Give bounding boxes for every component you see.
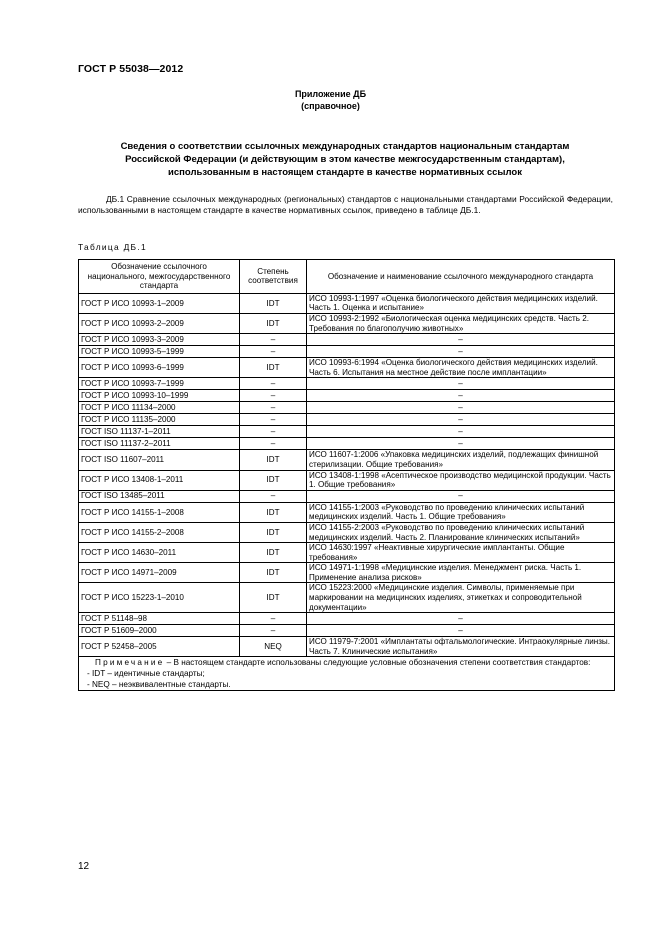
header-international: Обозначение и наименование ссылочного международного стандарта: [307, 260, 615, 294]
cell-international: ИСО 10993-1:1997 «Оценка биологического действия медицинских изделий. Часть 1. Оценка и испытание»: [307, 293, 615, 313]
cell-degree: NEQ: [240, 637, 307, 657]
cell-standard: ГОСТ Р ИСО 10993-1–2009: [79, 293, 240, 313]
cell-standard: ГОСТ Р ИСО 13408-1–2011: [79, 470, 240, 490]
cell-standard: ГОСТ Р ИСО 10993-3–2009: [79, 334, 240, 346]
cell-international: –: [307, 426, 615, 438]
table-row: [79, 450, 615, 470]
cell-standard: ГОСТ Р ИСО 10993-7–1999: [79, 378, 240, 390]
heading-line: использованным в настоящем стандарте в качестве нормативных ссылок: [168, 167, 522, 178]
cell-international: –: [307, 346, 615, 358]
cell-international: ИСО 14630:1997 «Неактивные хирургические имплантанты. Общие требования»: [307, 543, 615, 563]
cell-degree: –: [240, 334, 307, 346]
note-item: - NEQ – неэквивалентные стандарты.: [87, 680, 231, 690]
table-row: [79, 402, 615, 414]
cell-degree: IDT: [240, 358, 307, 378]
cell-standard: ГОСТ Р ИСО 10993-2–2009: [79, 313, 240, 333]
cell-degree: –: [240, 490, 307, 502]
table-row: [79, 358, 615, 378]
cell-international: –: [307, 490, 615, 502]
cell-standard: ГОСТ Р 51148–98: [79, 613, 240, 625]
cell-international: –: [307, 402, 615, 414]
cell-international: ИСО 10993-2:1992 «Биологическая оценка медицинских средств. Часть 2. Требования по благополучию животных»: [307, 313, 615, 333]
cell-degree: IDT: [240, 583, 307, 613]
cell-standard: ГОСТ Р ИСО 10993-5–1999: [79, 346, 240, 358]
table-row: [79, 378, 615, 390]
header-degree: Степень соответствия: [240, 260, 307, 294]
table-row: [79, 390, 615, 402]
cell-standard: ГОСТ Р ИСО 15223-1–2010: [79, 583, 240, 613]
cell-standard: ГОСТ Р ИСО 14971–2009: [79, 563, 240, 583]
cell-degree: –: [240, 426, 307, 438]
cell-standard: ГОСТ Р ИСО 14155-1–2008: [79, 502, 240, 522]
cell-degree: –: [240, 402, 307, 414]
cell-international: –: [307, 334, 615, 346]
table-row: [79, 490, 615, 502]
table-row: [79, 414, 615, 426]
cell-degree: –: [240, 390, 307, 402]
cell-standard: ГОСТ Р ИСО 11134–2000: [79, 402, 240, 414]
note-label: Примечание: [95, 658, 165, 668]
table-row: [79, 637, 615, 657]
table-header-row: [79, 260, 615, 294]
table-row: [79, 346, 615, 358]
appendix-title-block: [0, 88, 661, 112]
cell-international: –: [307, 390, 615, 402]
cell-degree: –: [240, 414, 307, 426]
table-row: [79, 583, 615, 613]
table-row: [79, 543, 615, 563]
note-row: [79, 657, 615, 691]
cell-degree: IDT: [240, 293, 307, 313]
table-row: [79, 438, 615, 450]
appendix-subtitle: (справочное): [301, 101, 360, 111]
table-row: [79, 470, 615, 490]
table-caption: Таблица ДБ.1: [78, 242, 147, 252]
cell-standard: ГОСТ Р ИСО 14155-2–2008: [79, 522, 240, 542]
cell-degree: IDT: [240, 450, 307, 470]
cell-standard: ГОСТ ISO 11607–2011: [79, 450, 240, 470]
cell-degree: –: [240, 438, 307, 450]
cell-degree: IDT: [240, 313, 307, 333]
cell-international: ИСО 14971-1:1998 «Медицинские изделия. Менеджмент риска. Часть 1. Применение анализа рисков»: [307, 563, 615, 583]
table-row: [79, 522, 615, 542]
cell-standard: ГОСТ Р 52458–2005: [79, 637, 240, 657]
cell-international: ИСО 10993-6:1994 «Оценка биологического действия медицинских изделий. Часть 6. Испытания на местное действие после имплантации»: [307, 358, 615, 378]
note-cell: [79, 657, 615, 691]
cell-international: ИСО 13408-1:1998 «Асептическое производство медицинской продукции. Часть 1. Общие требования»: [307, 470, 615, 490]
cell-international: –: [307, 613, 615, 625]
table-body: [79, 293, 615, 657]
table-row: [79, 426, 615, 438]
document-code: ГОСТ Р 55038—2012: [78, 63, 184, 75]
cell-degree: IDT: [240, 522, 307, 542]
intro-paragraph: ДБ.1 Сравнение ссылочных международных (региональных) стандартов с национальными стандартами Российской Федерации, использованными в настоящем стандарте в качестве нормативных ссылок, приведено в таблице ДБ.1.: [78, 194, 613, 215]
section-heading: [78, 140, 612, 179]
cell-standard: ГОСТ Р ИСО 11135–2000: [79, 414, 240, 426]
cell-international: ИСО 11979-7:2001 «Имплантаты офтальмологические. Интраокулярные линзы. Часть 7. Клинические испытания»: [307, 637, 615, 657]
appendix-title: Приложение ДБ: [294, 89, 367, 99]
heading-line: Российской Федерации (и действующим в этом качестве межгосударственным стандартам),: [125, 154, 565, 165]
note-text-block: [81, 657, 612, 668]
cell-standard: ГОСТ Р ИСО 14630–2011: [79, 543, 240, 563]
cell-degree: –: [240, 346, 307, 358]
cell-international: –: [307, 378, 615, 390]
cell-international: –: [307, 414, 615, 426]
cell-standard: ГОСТ ISO 11137-2–2011: [79, 438, 240, 450]
cell-degree: –: [240, 378, 307, 390]
page-number: 12: [78, 861, 90, 872]
heading-line: Сведения о соответствии ссылочных международных стандартов национальным стандартам: [120, 141, 570, 152]
table-row: [79, 563, 615, 583]
note-text: – В настоящем стандарте использованы следующие условные обозначения степени соответствия стандартов:: [166, 658, 591, 668]
table-row: [79, 293, 615, 313]
reference-table: [78, 259, 615, 691]
table-row: [79, 625, 615, 637]
table-row: [79, 313, 615, 333]
table-row: [79, 334, 615, 346]
cell-international: ИСО 15223:2000 «Медицинские изделия. Символы, применяемые при маркировании на медицинских изделиях, этикетках и сопроводительной документации»: [307, 583, 615, 613]
cell-international: ИСО 14155-2:2003 «Руководство по проведению клинических испытаний медицинских изделий. Часть 2. Планирование клинических испытаний»: [307, 522, 615, 542]
header-standard: Обозначение ссылочного национального, межгосударственного стандарта: [79, 260, 240, 294]
cell-degree: IDT: [240, 470, 307, 490]
cell-standard: ГОСТ Р 51609–2000: [79, 625, 240, 637]
cell-international: ИСО 14155-1:2003 «Руководство по проведению клинических испытаний медицинских изделий. Часть 1. Общие требования»: [307, 502, 615, 522]
cell-degree: IDT: [240, 543, 307, 563]
cell-standard: ГОСТ Р ИСО 10993-6–1999: [79, 358, 240, 378]
table-row: [79, 613, 615, 625]
cell-standard: ГОСТ ISO 11137-1–2011: [79, 426, 240, 438]
cell-international: –: [307, 625, 615, 637]
cell-degree: IDT: [240, 502, 307, 522]
cell-degree: –: [240, 613, 307, 625]
cell-standard: ГОСТ Р ИСО 10993-10–1999: [79, 390, 240, 402]
cell-degree: –: [240, 625, 307, 637]
cell-standard: ГОСТ ISO 13485–2011: [79, 490, 240, 502]
cell-degree: IDT: [240, 563, 307, 583]
cell-international: –: [307, 438, 615, 450]
note-item: - IDT – идентичные стандарты;: [87, 669, 205, 679]
table-row: [79, 502, 615, 522]
cell-international: ИСО 11607-1:2006 «Упаковка медицинских изделий, подлежащих финишной стерилизации. Общие требования»: [307, 450, 615, 470]
